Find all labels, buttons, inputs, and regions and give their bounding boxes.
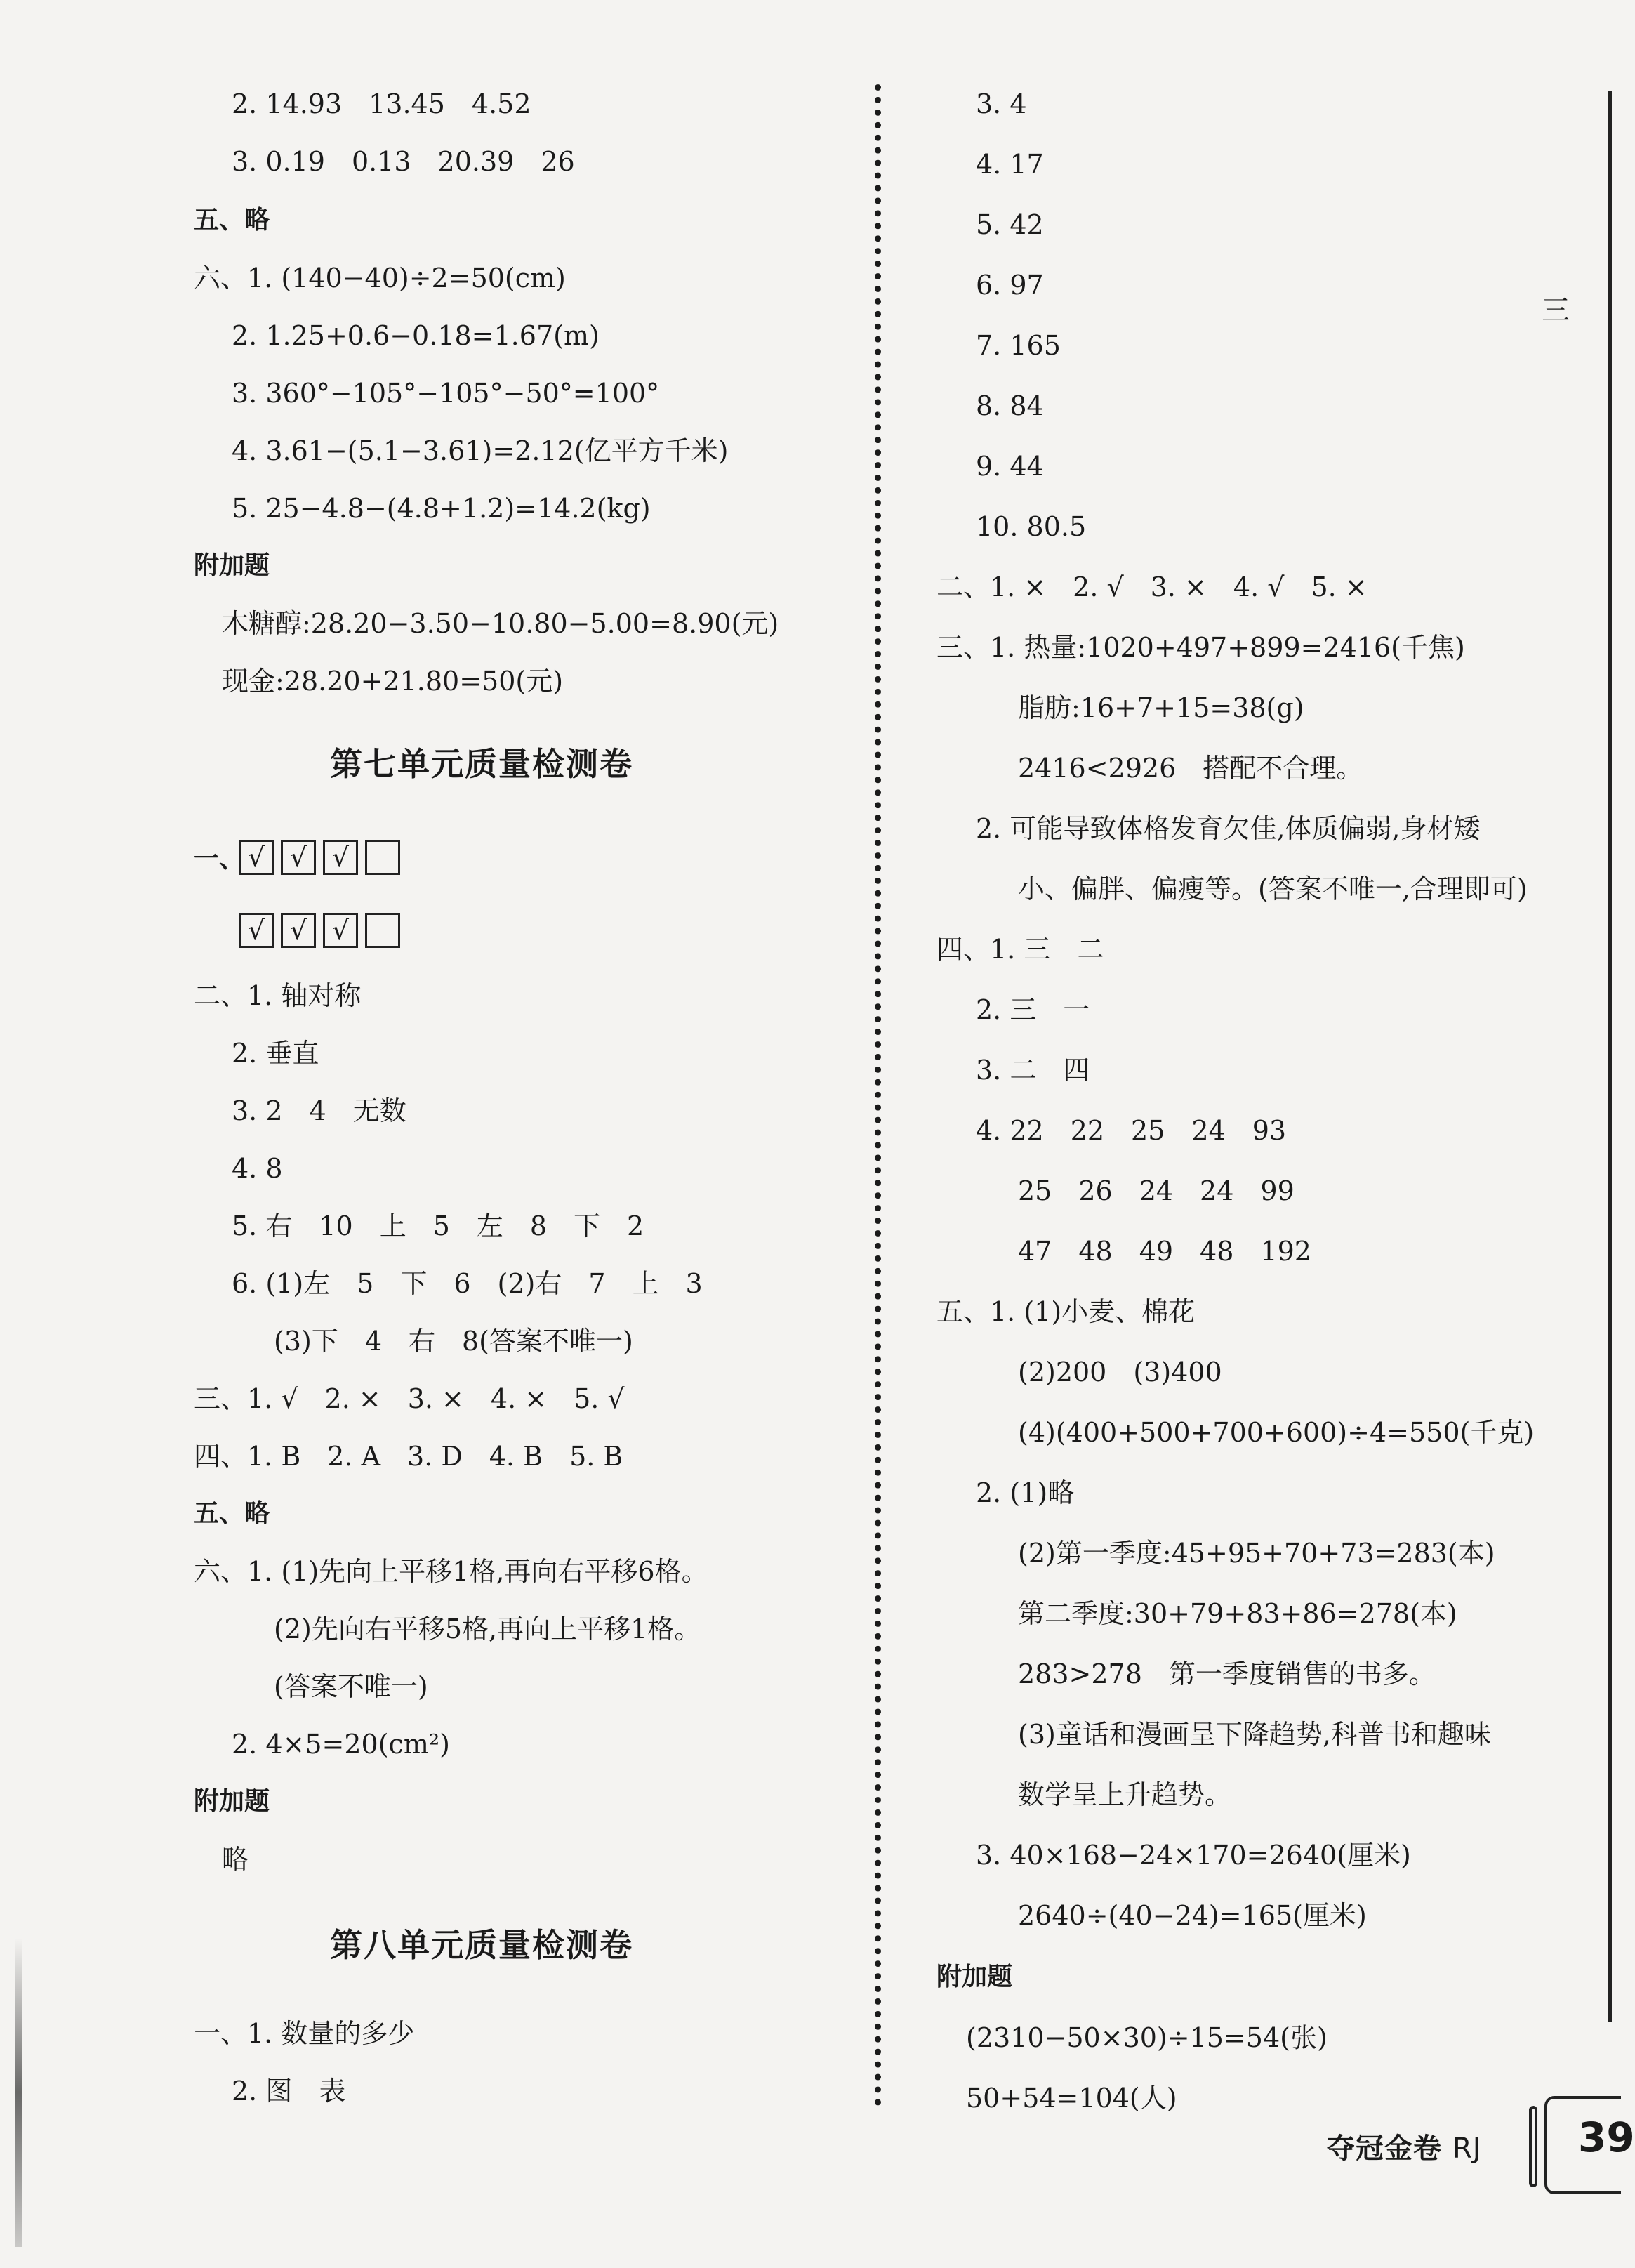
answer-line: 2. (1)略 — [976, 1477, 1075, 1508]
answer-line: 一、1. 数量的多少 — [194, 2018, 415, 2049]
answer-line: 8. 84 — [976, 390, 1044, 421]
answer-line: 7. 165 — [976, 330, 1061, 361]
bonus-label: 附加题 — [194, 551, 270, 580]
answer-line: 5. 右 10 上 5 左 8 下 2 — [232, 1211, 644, 1241]
answer-line: 25 26 24 24 99 — [1018, 1175, 1295, 1206]
answer-line: 6. 97 — [976, 270, 1044, 301]
answer-line: 10. 80.5 — [976, 511, 1087, 542]
check-box: √ — [281, 913, 316, 948]
answer-line: (3)下 4 右 8(答案不唯一) — [274, 1326, 633, 1357]
page-number: 39 — [1578, 2114, 1635, 2161]
check-box: √ — [323, 913, 358, 948]
answer-line: 3. 360°−105°−105°−50°=100° — [232, 378, 660, 409]
answer-line: 4. 3.61−(5.1−3.61)=2.12(亿平方千米) — [232, 435, 729, 466]
answer-line: 2. 4×5=20(cm²) — [232, 1729, 450, 1760]
section-label: 一、 — [194, 845, 245, 873]
section-label: 五、略 — [194, 206, 270, 235]
answer-line: 4. 22 22 25 24 93 — [976, 1115, 1287, 1146]
check-box: √ — [281, 840, 316, 875]
answer-line: 木糖醇:28.20−3.50−10.80−5.00=8.90(元) — [222, 608, 779, 639]
section-label: 五、略 — [194, 1499, 270, 1528]
answer-line: 9. 44 — [976, 451, 1044, 482]
answer-line: 4. 17 — [976, 149, 1044, 180]
answer-line: (答案不唯一) — [274, 1671, 428, 1702]
check-box-row — [239, 913, 400, 948]
answer-line: 2. 垂直 — [232, 1038, 319, 1069]
answer-line: 2. 可能导致体格发育欠佳,体质偏弱,身材矮 — [976, 813, 1481, 844]
answer-line: (4)(400+500+700+600)÷4=550(千克) — [1018, 1417, 1535, 1448]
answer-line: (2)200 (3)400 — [1018, 1357, 1222, 1387]
answer-line: 小、偏胖、偏瘦等。(答案不唯一,合理即可) — [1018, 873, 1528, 904]
answer-line: (2)先向右平移5格,再向上平移1格。 — [274, 1614, 701, 1644]
answer-line: 数学呈上升趋势。 — [1018, 1779, 1232, 1810]
footer-title — [1327, 2126, 1482, 2166]
answer-line: (2)第一季度:45+95+70+73=283(本) — [1018, 1538, 1495, 1569]
answer-line: 二、1. 轴对称 — [194, 980, 362, 1011]
answer-line: 2. 三 一 — [976, 994, 1090, 1025]
answer-line: 现金:28.20+21.80=50(元) — [222, 666, 564, 697]
answer-line: 283>278 第一季度销售的书多。 — [1018, 1659, 1436, 1689]
answer-line: 三、1. 热量:1020+497+899=2416(千焦) — [936, 632, 1465, 663]
check-box-row — [239, 840, 400, 875]
answer-line: 47 48 49 48 192 — [1018, 1236, 1311, 1267]
answer-line: 略 — [222, 1844, 249, 1875]
answer-line: 6. (1)左 5 下 6 (2)右 7 上 3 — [232, 1268, 703, 1299]
bonus-label: 附加题 — [936, 1963, 1013, 1991]
answer-line: 3. 0.19 0.13 20.39 26 — [232, 146, 575, 177]
answer-line: 2. 图 表 — [232, 2076, 346, 2107]
answer-line: 5. 42 — [976, 209, 1044, 240]
edition-code: RJ — [1452, 2132, 1482, 2165]
answer-line: 3. 40×168−24×170=2640(厘米) — [976, 1840, 1411, 1871]
check-box — [365, 840, 400, 875]
answer-line: 2640÷(40−24)=165(厘米) — [1018, 1900, 1367, 1931]
answer-line: 2. 1.25+0.6−0.18=1.67(m) — [232, 320, 600, 351]
bonus-label: 附加题 — [194, 1787, 270, 1816]
check-box — [365, 913, 400, 948]
check-box: √ — [239, 840, 274, 875]
answer-line: 第二季度:30+79+83+86=278(本) — [1018, 1598, 1457, 1629]
answer-line: 二、1. × 2. √ 3. × 4. √ 5. × — [936, 572, 1368, 602]
answer-line: 四、1. 三 二 — [936, 934, 1104, 965]
answer-line: 三、1. √ 2. × 3. × 4. × 5. √ — [194, 1383, 625, 1414]
scan-shadow — [15, 1938, 22, 2247]
book-title: 夺冠金卷 — [1327, 2132, 1442, 2165]
unit-heading-8: 第八单元质量检测卷 — [330, 1926, 633, 1964]
answer-line: 六、1. (1)先向上平移1格,再向右平移6格。 — [194, 1556, 708, 1587]
column-divider — [875, 84, 881, 2107]
answer-line: 5. 25−4.8−(4.8+1.2)=14.2(kg) — [232, 493, 651, 524]
answer-line: 五、1. (1)小麦、棉花 — [936, 1296, 1196, 1327]
answer-line: 四、1. B 2. A 3. D 4. B 5. B — [194, 1441, 623, 1472]
answer-line: 50+54=104(人) — [966, 2083, 1177, 2114]
answer-line: 2. 14.93 13.45 4.52 — [232, 88, 531, 119]
edge-mark: 三 — [1542, 294, 1570, 327]
check-box: √ — [239, 913, 274, 948]
answer-line: 3. 4 — [976, 88, 1027, 119]
answer-line: 3. 2 4 无数 — [232, 1095, 406, 1126]
answer-line: 3. 二 四 — [976, 1055, 1090, 1086]
answer-line: 六、1. (140−40)÷2=50(cm) — [194, 263, 566, 294]
page-edge-line — [1608, 91, 1612, 2022]
answer-line: (2310−50×30)÷15=54(张) — [966, 2022, 1328, 2053]
answer-line: 2416<2926 搭配不合理。 — [1018, 753, 1363, 784]
answer-line: (3)童话和漫画呈下降趋势,科普书和趣味 — [1018, 1719, 1491, 1750]
unit-heading-7: 第七单元质量检测卷 — [330, 745, 633, 783]
check-box: √ — [323, 840, 358, 875]
answer-line: 脂肪:16+7+15=38(g) — [1018, 692, 1304, 723]
answer-line: 4. 8 — [232, 1153, 283, 1184]
